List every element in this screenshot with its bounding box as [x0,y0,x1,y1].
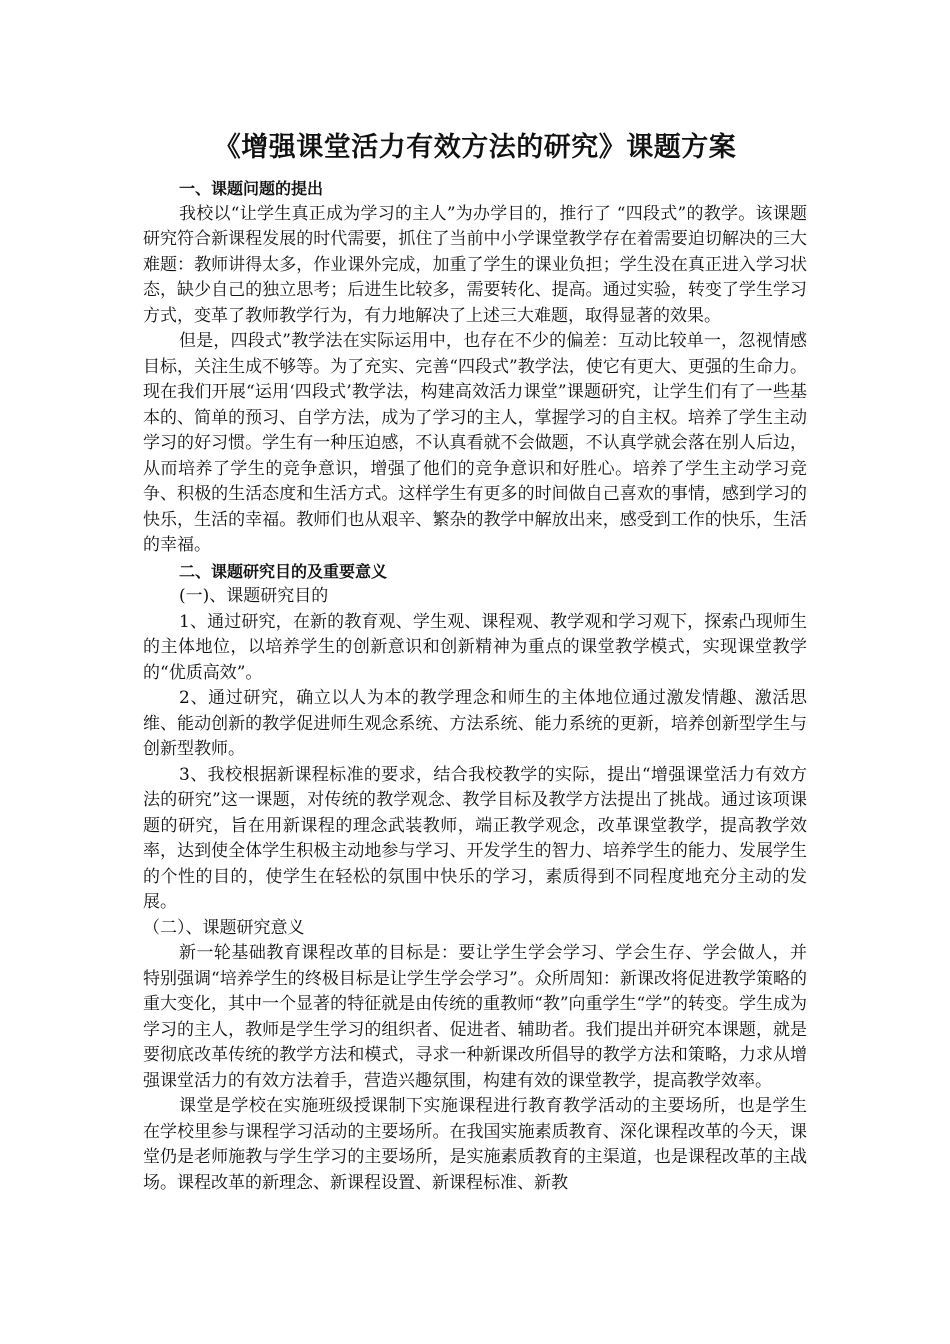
subsection-heading-1: (一)、课题研究目的 [179,586,329,606]
paragraph: 我校以“让学生真正成为学习的主人”为办学目的，推行了 “四段式”的教学。该课题研究符合新课程发展的时代需要，抓住了当前中小学课堂教学存在着需要迫切解决的三大难题：教师讲得太多，作业课外完成，加重了学生的课业负担；学生没在真正进入学习状态，缺少自己的独立思考；后进生比较多，需要转化、提高。通过实验，转变了学生学习方式，变革了教师教学行为，有力地解决了上述三大难题，取得显著的效果。 [143,203,807,326]
document-body [143,176,807,1196]
paragraph: 但是，四段式”教学法在实际运用中，也存在不少的偏差：互动比较单一，忽视情感目标，关注生成不够等。为了充实、完善“四段式”教学法，使它有更大、更强的生命力。现在我们开展“运用‘四段式’教学法，构建高效活力课堂”课题研究，让学生们有了一些基本的、简单的预习、自学方法，成为了学习的主人，掌握学习的自主权。培养了学生主动学习的好习惯。学生有一种压迫感，不认真看就不会做题，不认真学就会落在别人后边，从而培养了学生的竞争意识，增强了他们的竞争意识和好胜心。培养了学生主动学习竞争、积极的生活态度和生活方式。这样学生有更多的时间做自己喜欢的事情，感到学习的快乐，生活的幸福。教师们也从艰辛、繁杂的教学中解放出来，感受到工作的快乐，生活的幸福。 [143,331,807,555]
paragraph: 3、我校根据新课程标准的要求，结合我校教学的实际，提出“增强课堂活力有效方法的研究”这一课题，对传统的教学观念、教学目标及教学方法提出了挑战。通过该项课题的研究，旨在用新课程的理念武装教师，端正教学观念，改革课堂教学，提高教学效率，达到使全体学生积极主动地参与学习、开发学生的智力、培养学生的能力、发展学生的个性的目的，使学生在轻松的氛围中快乐的学习，素质得到不同程度地充分主动的发展。 [143,764,807,912]
document-title: 《增强课堂活力有效方法的研究》课题方案 [213,132,737,163]
paragraph: 新一轮基础教育课程改革的目标是：要让学生学会学习、学会生存、学会做人，并特别强调“培养学生的终极目标是让学生学会学习”。众所周知：新课改将促进教学策略的重大变化，其中一个显著的特征就是由传统的重教师“教”向重学生“学”的转变。学生成为学习的主人，教师是学生学习的组织者、促进者、辅助者。我们提出并研究本课题，就是要彻底改革传统的教学方法和模式，寻求一种新课改所倡导的教学方法和策略，力求从增强课堂活力的有效方法着手，营造兴趣氛围，构建有效的课堂教学，提高教学效率。 [143,943,807,1091]
section-heading-1: 一、课题问题的提出 [179,179,324,198]
paragraph: 1、通过研究，在新的教育观、学生观、课程观、教学观和学习观下，探索凸现师生的主体地位，以培养学生的创新意识和创新精神为重点的课堂教学模式，实现课堂教学的“优质高效”。 [143,611,807,683]
paragraph: 2、通过研究，确立以人为本的教学理念和师生的主体地位通过激发情趣、激活思维、能动创新的教学促进师生观念系统、方法系统、能力系统的更新，培养创新型学生与创新型教师。 [143,688,807,759]
paragraph: 课堂是学校在实施班级授课制下实施课程进行教育教学活动的主要场所，也是学生在学校里参与课程学习活动的主要场所。在我国实施素质教育、深化课程改革的今天，课堂仍是老师施教与学生学习的主要场所，是实施素质教育的主渠道，也是课程改革的主战场。课程改革的新理念、新课程设置、新课程标准、新教 [143,1096,807,1193]
section-heading-2: 二、课题研究目的及重要意义 [179,561,388,581]
subsection-heading-2: （二）、课题研究意义 [143,917,305,938]
